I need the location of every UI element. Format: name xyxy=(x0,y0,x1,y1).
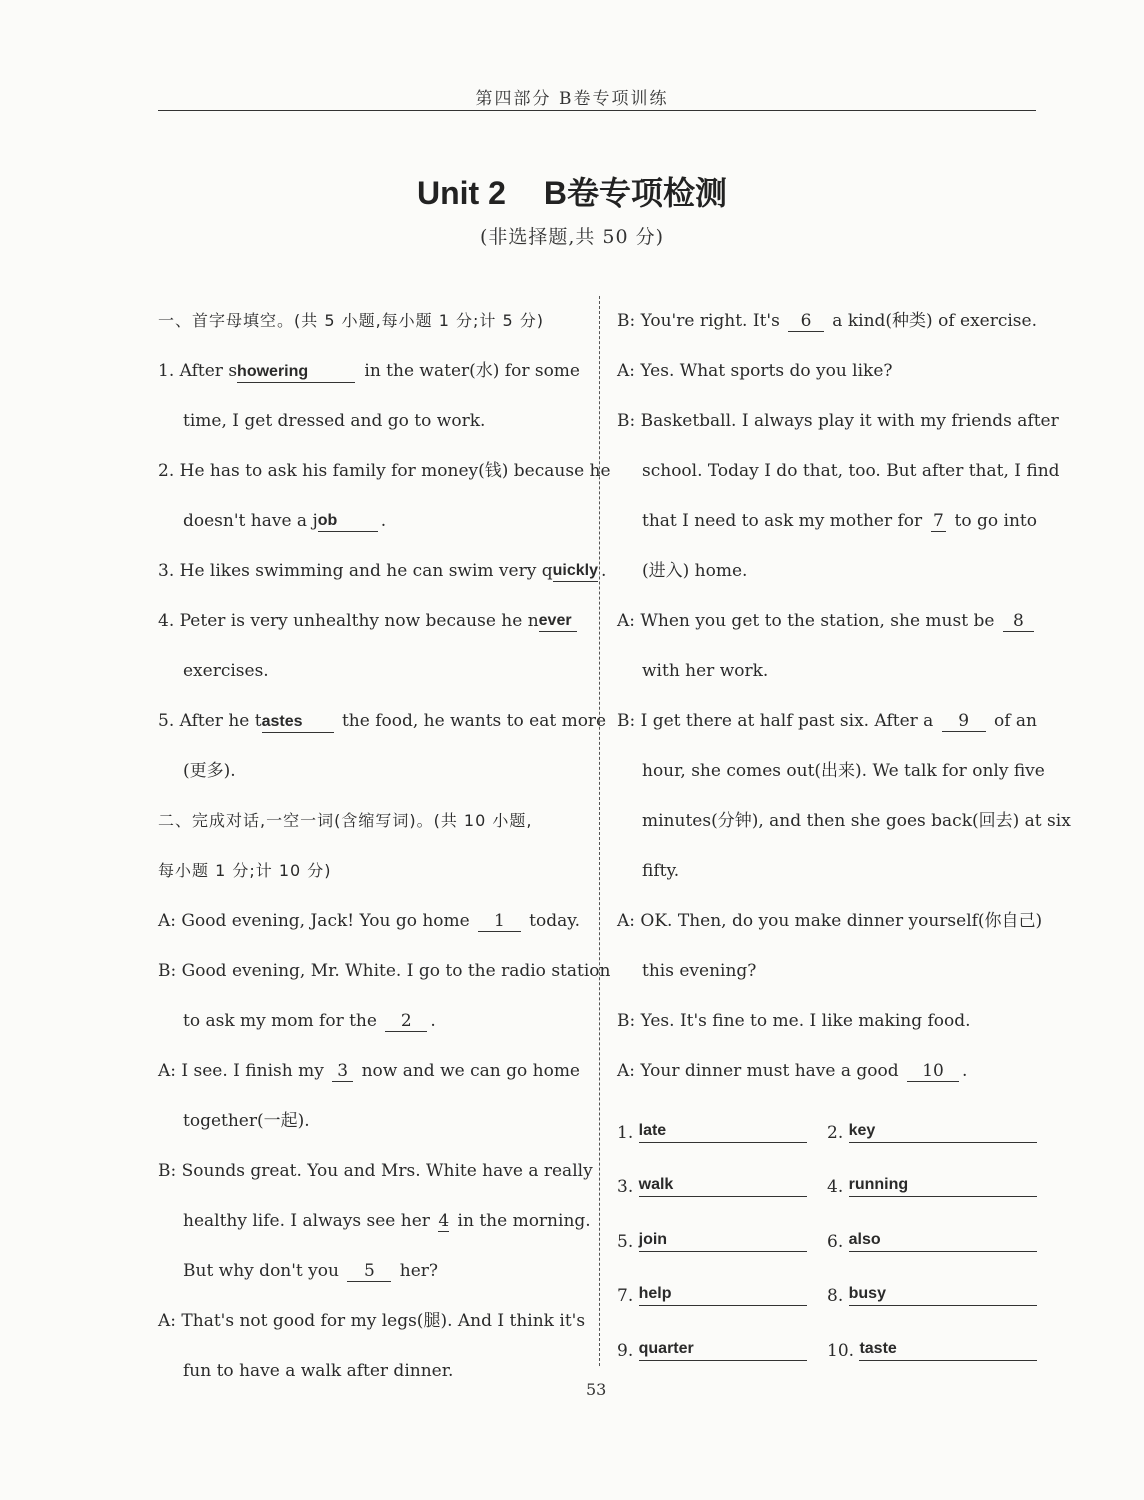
dialogue-line xyxy=(158,1246,580,1296)
answer-number: 6. xyxy=(827,1231,849,1252)
dialogue-text: fun to have a walk after dinner. xyxy=(183,1361,454,1381)
question-5 xyxy=(158,696,607,746)
dialogue-text: to go into xyxy=(949,511,1037,531)
answer-value: busy xyxy=(849,1283,1037,1306)
question-3 xyxy=(158,546,607,596)
dialogue-line xyxy=(158,1146,593,1196)
q4-answer: ever xyxy=(539,611,577,632)
blank-6: 6 xyxy=(788,311,824,332)
dialogue-text: B: Yes. It's fine to me. I like making food. xyxy=(617,1011,971,1031)
dialogue-line xyxy=(617,946,1037,996)
dialogue-line xyxy=(617,546,1037,596)
dialogue-text: B: Basketball. I always play it with my friends after xyxy=(617,411,1059,431)
running-header: 第四部分 B卷专项训练 xyxy=(475,89,669,109)
question-5-cont xyxy=(158,746,580,796)
answer-value: quarter xyxy=(639,1338,807,1361)
answer-number: 7. xyxy=(617,1286,639,1307)
answer-value: walk xyxy=(639,1174,807,1197)
dialogue-line xyxy=(617,646,1037,696)
q5-text: 5. After he t xyxy=(158,711,262,731)
right-column xyxy=(617,296,1071,1096)
q5-cont-text: (更多). xyxy=(183,761,236,781)
answer-number: 1. xyxy=(617,1122,639,1143)
answer-value: join xyxy=(639,1229,807,1252)
answer-item xyxy=(617,1283,827,1306)
dialogue-line xyxy=(158,996,580,1046)
dialogue-line xyxy=(158,1346,580,1396)
answer-item xyxy=(617,1120,827,1143)
answer-row xyxy=(617,1213,1037,1268)
question-2-cont xyxy=(158,496,580,546)
q3-text: 3. He likes swimming and he can swim very q xyxy=(158,561,553,581)
dialogue-text: to ask my mom for the xyxy=(183,1011,383,1031)
answer-item xyxy=(827,1283,1037,1306)
dialogue-text: . xyxy=(962,1061,968,1081)
answer-item xyxy=(827,1174,1037,1197)
blank-10: 10 xyxy=(907,1061,959,1082)
q1-cont-text: time, I get dressed and go to work. xyxy=(183,411,486,431)
q5-text-end: the food, he wants to eat more xyxy=(336,711,607,731)
dialogue-text: B: Sounds great. You and Mrs. White have a really xyxy=(158,1161,593,1181)
dialogue-text: today. xyxy=(523,911,580,931)
page-title xyxy=(0,168,1144,214)
blank-4: 4 xyxy=(438,1210,450,1231)
section1-heading: 一、首字母填空。(共 5 小题,每小题 1 分;计 5 分) xyxy=(158,311,545,330)
dialogue-text: in the morning. xyxy=(452,1211,591,1231)
dialogue-text: B: You're right. It's xyxy=(617,311,786,331)
dialogue-line xyxy=(617,1046,1037,1096)
answer-item xyxy=(827,1120,1037,1143)
q4-cont-text: exercises. xyxy=(183,661,269,681)
dialogue-text: B: Good evening, Mr. White. I go to the radio station xyxy=(158,961,611,981)
blank-9: 9 xyxy=(942,711,986,732)
answer-row xyxy=(617,1268,1037,1323)
dialogue-text: A: Your dinner must have a good xyxy=(617,1061,905,1081)
answer-number: 10. xyxy=(827,1340,860,1361)
dialogue-text: school. Today I do that, too. But after that, I find xyxy=(642,461,1060,481)
dialogue-text: healthy life. I always see her xyxy=(183,1211,436,1231)
dialogue-line xyxy=(617,746,1045,796)
dialogue-line xyxy=(158,1196,591,1246)
dialogue-line xyxy=(158,1046,580,1096)
answer-item xyxy=(617,1174,827,1197)
dialogue-line xyxy=(617,596,1037,646)
dialogue-line xyxy=(617,796,1071,846)
question-1 xyxy=(158,346,580,396)
page-number: 53 xyxy=(586,1380,607,1399)
title-unit: Unit 2 xyxy=(416,175,506,211)
q3-answer: uickly xyxy=(553,561,598,582)
dialogue-text: But why don't you xyxy=(183,1261,345,1281)
dialogue-line xyxy=(158,946,611,996)
answer-value: key xyxy=(849,1120,1037,1143)
dialogue-line xyxy=(617,846,1037,896)
answer-value: also xyxy=(849,1229,1037,1252)
dialogue-text: a kind(种类) of exercise. xyxy=(826,311,1037,331)
answer-key xyxy=(617,1104,1037,1377)
q1-text-end: in the water(水) for some xyxy=(358,361,580,381)
answer-number: 8. xyxy=(827,1286,849,1307)
dialogue-line xyxy=(617,496,1037,546)
dialogue-text: A: That's not good for my legs(腿). And I think it's xyxy=(158,1311,586,1331)
dialogue-line xyxy=(617,346,1037,396)
dialogue-line xyxy=(617,296,1037,346)
question-4 xyxy=(158,596,580,646)
answer-number: 3. xyxy=(617,1177,639,1198)
blank-8: 8 xyxy=(1003,611,1034,632)
dialogue-line xyxy=(617,396,1059,446)
blank-2: 2 xyxy=(385,1011,427,1032)
answer-number: 4. xyxy=(827,1177,849,1198)
dialogue-text: minutes(分钟), and then she goes back(回去) at six xyxy=(642,811,1071,831)
question-4-cont xyxy=(158,646,580,696)
answer-item xyxy=(617,1338,827,1361)
answer-value: help xyxy=(639,1283,807,1306)
answer-row xyxy=(617,1104,1037,1159)
dialogue-text: now and we can go home xyxy=(356,1061,580,1081)
dialogue-text: A: Yes. What sports do you like? xyxy=(617,361,893,381)
section2-heading-cont: 每小题 1 分;计 10 分) xyxy=(158,861,332,880)
q1-answer: howering xyxy=(237,362,355,383)
answer-item xyxy=(827,1229,1037,1252)
dialogue-text: of an xyxy=(988,711,1037,731)
q2-text: 2. He has to ask his family for money(钱) because he xyxy=(158,461,611,481)
dialogue-text: this evening? xyxy=(642,961,757,981)
q2-answer: ob xyxy=(318,511,378,532)
q2-text-c: . xyxy=(380,511,387,531)
dialogue-line xyxy=(158,1296,586,1346)
dialogue-text: that I need to ask my mother for xyxy=(642,511,928,531)
q3-text-end: . xyxy=(600,561,607,581)
q2-text-b: doesn't have a j xyxy=(183,511,318,531)
question-2 xyxy=(158,446,611,496)
answer-item xyxy=(827,1338,1037,1361)
answer-row xyxy=(617,1159,1037,1214)
dialogue-text: A: OK. Then, do you make dinner yourself(你自己) xyxy=(617,911,1043,931)
dialogue-line xyxy=(617,446,1060,496)
answer-number: 9. xyxy=(617,1340,639,1361)
answer-number: 2. xyxy=(827,1122,849,1143)
dialogue-text: A: I see. I finish my xyxy=(158,1061,330,1081)
header-rule xyxy=(158,110,1036,111)
blank-5: 5 xyxy=(347,1261,391,1282)
dialogue-line xyxy=(158,1096,580,1146)
q5-answer: astes xyxy=(262,712,334,733)
page-subtitle: (非选择题,共 50 分) xyxy=(479,226,665,248)
answer-value: running xyxy=(849,1174,1037,1197)
answer-value: late xyxy=(639,1120,807,1143)
answer-row xyxy=(617,1322,1037,1377)
blank-3: 3 xyxy=(332,1061,353,1082)
question-1-cont xyxy=(158,396,580,446)
blank-7: 7 xyxy=(931,511,947,532)
q4-text: 4. Peter is very unhealthy now because he n xyxy=(158,611,539,631)
dialogue-text: (进入) home. xyxy=(642,561,748,581)
dialogue-line xyxy=(617,996,1037,1046)
dialogue-line xyxy=(158,896,580,946)
dialogue-text: hour, she comes out(出来). We talk for only five xyxy=(642,761,1045,781)
answer-value: taste xyxy=(859,1338,1037,1361)
title-name: B卷专项检测 xyxy=(543,175,727,211)
dialogue-text: together(一起). xyxy=(183,1111,310,1131)
dialogue-text: A: When you get to the station, she must be xyxy=(617,611,1000,631)
dialogue-text: her? xyxy=(394,1261,439,1281)
blank-1: 1 xyxy=(478,911,521,932)
dialogue-text: B: I get there at half past six. After a xyxy=(617,711,939,731)
dialogue-text: with her work. xyxy=(642,661,769,681)
dialogue-line xyxy=(617,696,1037,746)
answer-item xyxy=(617,1229,827,1252)
dialogue-text: . xyxy=(430,1011,436,1031)
answer-number: 5. xyxy=(617,1231,639,1252)
dialogue-line xyxy=(617,896,1043,946)
dialogue-text: A: Good evening, Jack! You go home xyxy=(158,911,476,931)
section2-heading: 二、完成对话,一空一词(含缩写词)。(共 10 小题, xyxy=(158,811,533,830)
q1-text: 1. After s xyxy=(158,361,238,381)
dialogue-text: fifty. xyxy=(642,861,680,881)
